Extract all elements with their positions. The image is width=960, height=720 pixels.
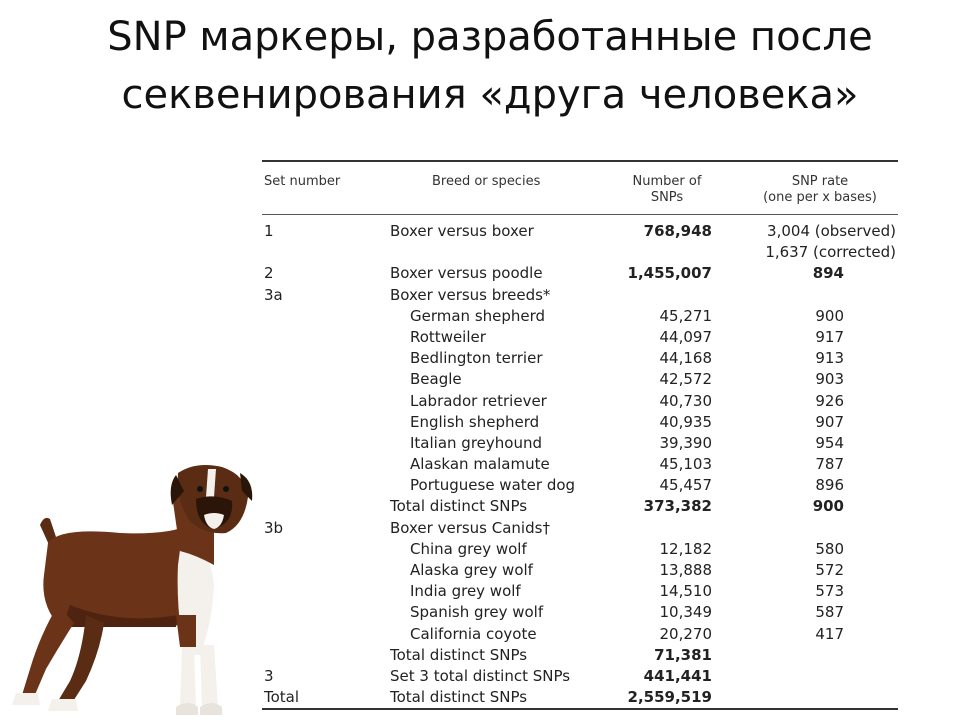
table-row [262, 369, 898, 390]
table-row [262, 687, 898, 708]
cell-snp-rate: 900 [812, 497, 844, 516]
boxer-dog-image [0, 455, 262, 720]
cell-breed: Rottweiler [410, 327, 486, 346]
cell-breed: Boxer versus poodle [390, 264, 543, 283]
cell-number-of-snps: 39,390 [659, 433, 712, 452]
cell-breed: Boxer versus Canids† [390, 518, 550, 537]
cell-number-of-snps: 12,182 [659, 539, 712, 558]
cell-breed: German shepherd [410, 306, 546, 325]
table-row [262, 412, 898, 433]
cell-set-number: 1 [264, 222, 274, 240]
cell-breed: Beagle [410, 370, 462, 389]
cell-number-of-snps: 45,103 [659, 455, 712, 474]
cell-breed: Total distinct SNPs [390, 645, 528, 664]
cell-number-of-snps: 71,381 [654, 645, 712, 664]
cell-snp-rate: 903 [815, 370, 844, 389]
cell-number-of-snps: 45,457 [659, 476, 712, 495]
cell-snp-rate: 3,004 (observed) [767, 222, 896, 240]
cell-number-of-snps: 20,270 [659, 624, 712, 643]
cell-number-of-snps: 373,382 [643, 497, 712, 516]
cell-breed: Portuguese water dog [410, 476, 576, 495]
cell-snp-rate: 1,637 (corrected) [765, 243, 896, 262]
cell-breed: English shepherd [410, 412, 540, 431]
cell-set-number: 3b [264, 518, 284, 537]
header-snp-rate [742, 174, 898, 206]
cell-number-of-snps: 441,441 [643, 666, 712, 685]
cell-number-of-snps: 10,349 [659, 603, 712, 622]
table-row [262, 285, 898, 306]
cell-snp-rate: 954 [815, 433, 844, 452]
cell-snp-rate: 417 [815, 624, 844, 643]
cell-breed: Spanish grey wolf [410, 603, 544, 622]
cell-set-number: 3a [264, 285, 283, 304]
table-row [262, 666, 898, 687]
slide-title-line-2: секвенирования «друга человека» [121, 72, 859, 118]
cell-number-of-snps: 1,455,007 [627, 264, 712, 283]
table-row [262, 348, 898, 369]
cell-breed: India grey wolf [410, 582, 521, 601]
table-bottom-rule [262, 708, 898, 710]
cell-number-of-snps: 44,097 [659, 327, 712, 346]
cell-set-number: 2 [264, 264, 274, 283]
header-rate-line1: SNP rate [791, 174, 849, 189]
header-set-number: Set number [264, 174, 341, 189]
cell-number-of-snps: 42,572 [659, 370, 712, 389]
cell-snp-rate: 573 [815, 582, 844, 601]
cell-snp-rate: 894 [812, 264, 844, 283]
cell-breed: Boxer versus breeds* [390, 285, 551, 304]
cell-breed: Bedlington terrier [410, 349, 543, 368]
table-row [262, 496, 898, 517]
cell-breed: Total distinct SNPs [390, 497, 528, 516]
table-row [262, 306, 898, 327]
cell-snp-rate: 587 [815, 603, 844, 622]
cell-snp-rate: 926 [815, 391, 844, 410]
table-body [262, 215, 898, 708]
cell-breed: Labrador retriever [410, 391, 547, 410]
table-row [262, 391, 898, 412]
table-row [262, 242, 898, 263]
table-row [262, 327, 898, 348]
cell-snp-rate: 900 [815, 306, 844, 325]
cell-breed: Italian greyhound [410, 433, 542, 452]
cell-breed: Alaskan malamute [410, 455, 550, 474]
table-row [262, 602, 898, 623]
cell-snp-rate: 572 [815, 561, 844, 579]
table-row [262, 518, 898, 539]
table-row [262, 221, 898, 242]
cell-number-of-snps: 40,730 [659, 391, 712, 410]
cell-snp-rate: 913 [815, 349, 844, 368]
slide-title [40, 8, 940, 124]
slide-title-line-1: SNP маркеры, разработанные после [107, 14, 873, 60]
cell-set-number: 3 [264, 666, 274, 685]
table-row [262, 624, 898, 645]
header-num-line1: Number of [632, 174, 702, 189]
table-header [262, 162, 898, 214]
cell-breed: California coyote [410, 624, 537, 643]
header-rate-line2: (one per x bases) [763, 190, 877, 205]
cell-snp-rate: 896 [815, 476, 844, 495]
cell-number-of-snps: 45,271 [659, 306, 712, 325]
table-row [262, 645, 898, 666]
cell-breed: Total distinct SNPs [390, 688, 528, 707]
table-row [262, 433, 898, 454]
table-row [262, 581, 898, 602]
cell-number-of-snps: 44,168 [659, 349, 712, 368]
table-row [262, 539, 898, 560]
header-breed: Breed or species [432, 174, 541, 189]
cell-set-number: Total [264, 688, 300, 707]
cell-snp-rate: 787 [815, 455, 844, 474]
cell-breed: China grey wolf [410, 539, 527, 558]
table-row [262, 560, 898, 581]
cell-number-of-snps: 40,935 [659, 412, 712, 431]
table-row [262, 454, 898, 475]
table-row [262, 475, 898, 496]
header-num-line2: SNPs [650, 190, 684, 205]
cell-number-of-snps: 14,510 [659, 582, 712, 601]
header-number-of-snps [612, 174, 722, 206]
cell-breed: Set 3 total distinct SNPs [390, 666, 571, 685]
cell-number-of-snps: 2,559,519 [627, 688, 712, 707]
cell-snp-rate: 580 [815, 539, 844, 558]
table-row [262, 263, 898, 284]
cell-snp-rate: 907 [815, 412, 844, 431]
dog-icon [12, 465, 252, 715]
snp-table [262, 160, 898, 710]
cell-number-of-snps: 13,888 [659, 561, 712, 579]
cell-snp-rate: 917 [815, 327, 844, 346]
cell-breed: Alaska grey wolf [410, 561, 533, 579]
cell-breed: Boxer versus boxer [390, 222, 534, 240]
cell-number-of-snps: 768,948 [643, 222, 712, 240]
